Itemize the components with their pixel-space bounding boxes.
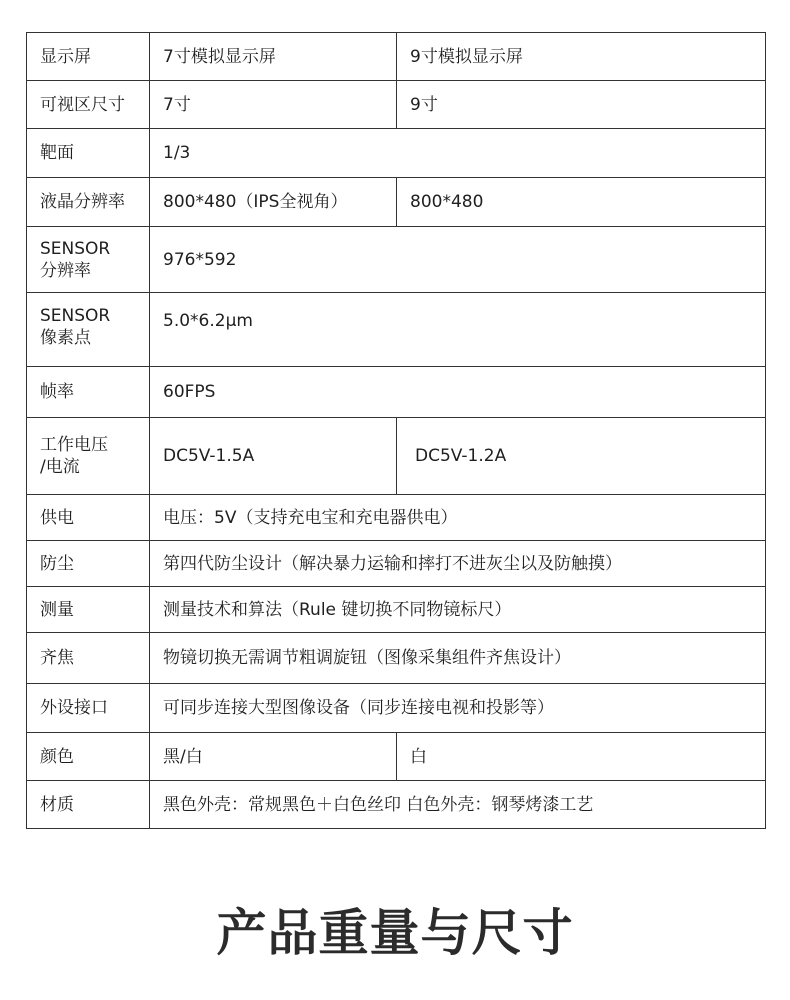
table-row-viewing-size [27,81,766,129]
table-row-material [27,781,766,829]
row-label: 可视区尺寸 [27,81,150,129]
cell-value: 黑色外壳：常规黑色＋白色丝印 白色外壳：钢琴烤漆工艺 [150,781,766,829]
cell-value: 60FPS [150,367,766,418]
row-label: 外设接口 [27,684,150,733]
cell-value: 物镜切换无需调节粗调旋钮（图像采集组件齐焦设计） [150,633,766,684]
row-label: 供电 [27,495,150,541]
row-label: 显示屏 [27,33,150,81]
table-row-sensor-resolution [27,227,766,293]
row-label-line1: SENSOR [40,238,111,259]
table-row-frame-rate [27,367,766,418]
cell-value: 976*592 [150,227,766,293]
cell-7inch: 黑/白 [150,733,397,781]
cell-value: 第四代防尘设计（解决暴力运输和摔打不进灰尘以及防触摸） [150,541,766,587]
cell-9inch: DC5V-1.2A [397,418,766,495]
table-row-sensor-pixel [27,293,766,367]
row-label: 帧率 [27,367,150,418]
table-row-power-supply [27,495,766,541]
row-label: 液晶分辨率 [27,178,150,227]
cell-7inch: DC5V-1.5A [150,418,397,495]
cell-7inch: 7寸模拟显示屏 [150,33,397,81]
cell-9inch: 9寸模拟显示屏 [397,33,766,81]
row-label [27,227,150,293]
cell-9inch: 白 [397,733,766,781]
row-label: 齐焦 [27,633,150,684]
row-label [27,293,150,367]
cell-7inch: 800*480（IPS全视角） [150,178,397,227]
row-label: 靶面 [27,129,150,178]
section-title: 产品重量与尺寸 [216,904,574,962]
cell-value: 1/3 [150,129,766,178]
table-row-peripheral-interface [27,684,766,733]
row-label-line2: 像素点 [40,328,91,348]
cell-value: 5.0*6.2μm [150,293,766,367]
cell-7inch: 7寸 [150,81,397,129]
cell-9inch: 9寸 [397,81,766,129]
spec-table [26,32,766,829]
table-row-measurement [27,587,766,633]
table-row-target-surface [27,129,766,178]
row-label [27,418,150,495]
row-label: 颜色 [27,733,150,781]
cell-value: 电压：5V（支持充电宝和充电器供电） [150,495,766,541]
table-row-voltage-current [27,418,766,495]
table-row-parfocal [27,633,766,684]
table-row-color [27,733,766,781]
table-row-dustproof [27,541,766,587]
table-row-lcd-resolution [27,178,766,227]
row-label-line2: /电流 [40,457,80,477]
row-label: 测量 [27,587,150,633]
row-label-line1: 工作电压 [40,435,108,455]
row-label-line2: 分辨率 [40,260,91,281]
row-label-line1: SENSOR [40,306,111,326]
cell-9inch: 800*480 [397,178,766,227]
cell-value: 可同步连接大型图像设备（同步连接电视和投影等） [150,684,766,733]
row-label: 防尘 [27,541,150,587]
row-label: 材质 [27,781,150,829]
cell-value: 测量技术和算法（Rule 键切换不同物镜标尺） [150,587,766,633]
table-row-display [27,33,766,81]
